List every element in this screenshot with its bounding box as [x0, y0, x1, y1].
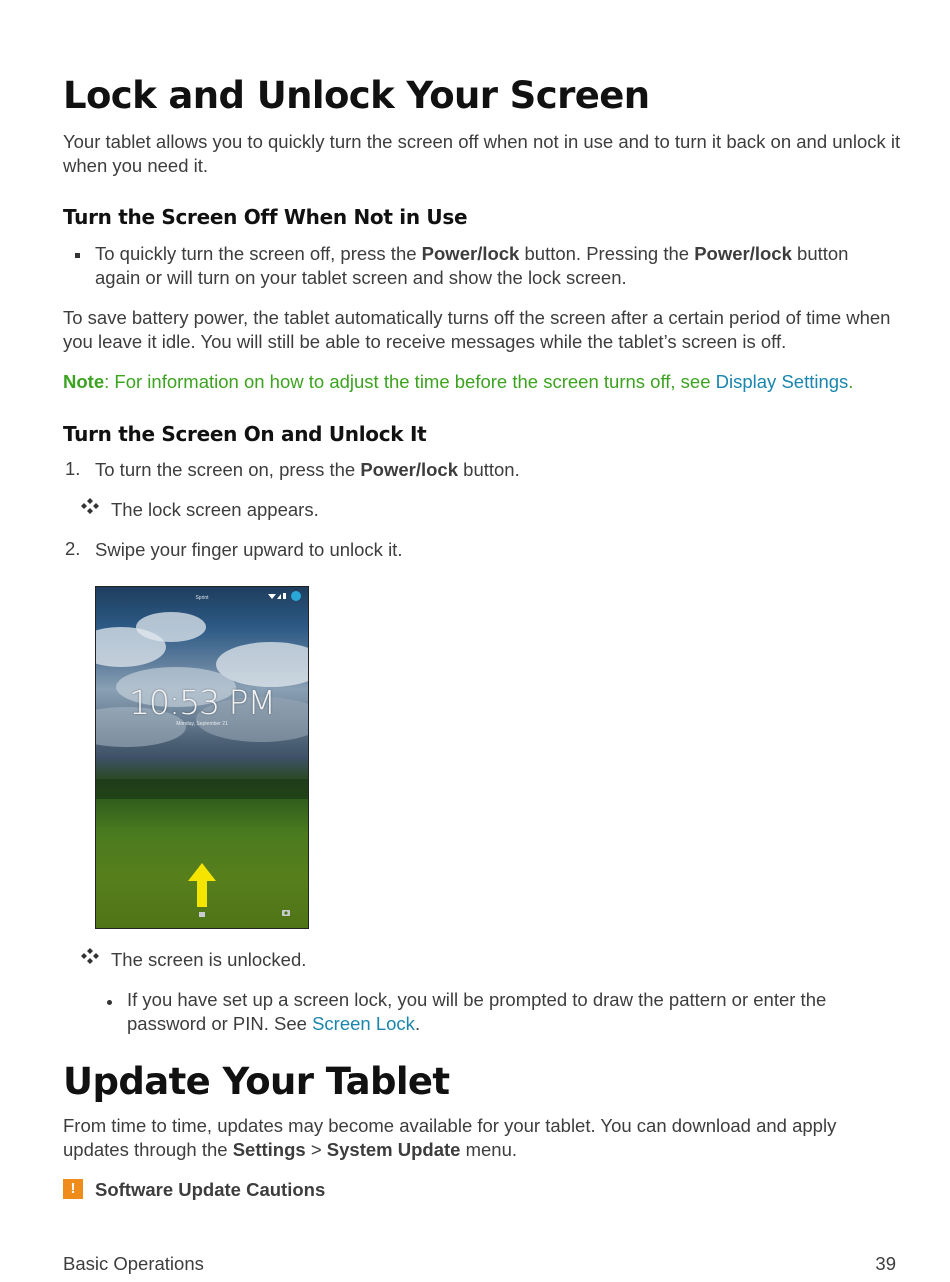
lock-screen-time: 10:53 PM: [129, 683, 275, 722]
round-bullet-icon: [107, 1000, 112, 1005]
screen-lock-link[interactable]: Screen Lock: [312, 1013, 415, 1034]
user-avatar-icon: [291, 591, 301, 601]
result-diamonds-icon: [79, 497, 101, 515]
unlock-icon: [198, 909, 206, 917]
step-1-text: To turn the screen on, press the Power/lock button.: [95, 459, 520, 480]
result-lock-screen: The lock screen appears.: [111, 499, 319, 520]
swipe-up-arrow-icon: [188, 863, 216, 907]
step-2-number: 2.: [65, 538, 81, 559]
step-1-number: 1.: [65, 458, 81, 479]
lock-screen-date: Monday, September 21: [176, 721, 228, 727]
camera-icon: [282, 909, 290, 916]
step-2-text: Swipe your finger upward to unlock it.: [95, 539, 403, 560]
result-diamonds-icon: [79, 947, 101, 965]
section-title-update: Update Your Tablet: [63, 1060, 450, 1103]
screen-lock-bullet: If you have set up a screen lock, you will be prompted to draw the pattern or enter the password or PIN. See Screen Lock.: [127, 989, 827, 1034]
warning-icon: !: [63, 1179, 83, 1199]
lock-screen-image: [95, 586, 309, 929]
footer-chapter: Basic Operations: [63, 1253, 204, 1274]
note-label: Note: [63, 371, 105, 392]
subheading-screen-off: Turn the Screen Off When Not in Use: [63, 205, 468, 229]
display-settings-link[interactable]: Display Settings: [715, 371, 849, 392]
carrier-label: Sprint: [195, 595, 209, 601]
square-bullet-icon: [75, 253, 80, 258]
intro-paragraph: Your tablet allows you to quickly turn the screen off when not in use and to turn it back on and unlock it when you need it.: [63, 131, 901, 176]
result-unlocked: The screen is unlocked.: [111, 949, 307, 970]
bullet-screen-off: To quickly turn the screen off, press the Power/lock button. Pressing the Power/lock button again or will turn on your tablet screen and show the lock screen.: [95, 243, 849, 288]
status-icons: [268, 592, 288, 600]
software-update-cautions-link[interactable]: Software Update Cautions: [95, 1179, 326, 1200]
subheading-screen-on: Turn the Screen On and Unlock It: [63, 422, 427, 446]
footer-page-number: 39: [875, 1253, 896, 1274]
battery-paragraph: To save battery power, the tablet automatically turns off the screen after a certain period of time when you leave it idle. You will still be able to receive messages while the tablet’s screen is off.: [63, 307, 891, 352]
update-paragraph: From time to time, updates may become available for your tablet. You can download and apply updates through the Settings > System Update menu.: [63, 1115, 837, 1160]
note-paragraph: Note: For information on how to adjust the time before the screen turns off, see Display Settings.: [63, 371, 854, 392]
page-title: Lock and Unlock Your Screen: [63, 74, 650, 117]
